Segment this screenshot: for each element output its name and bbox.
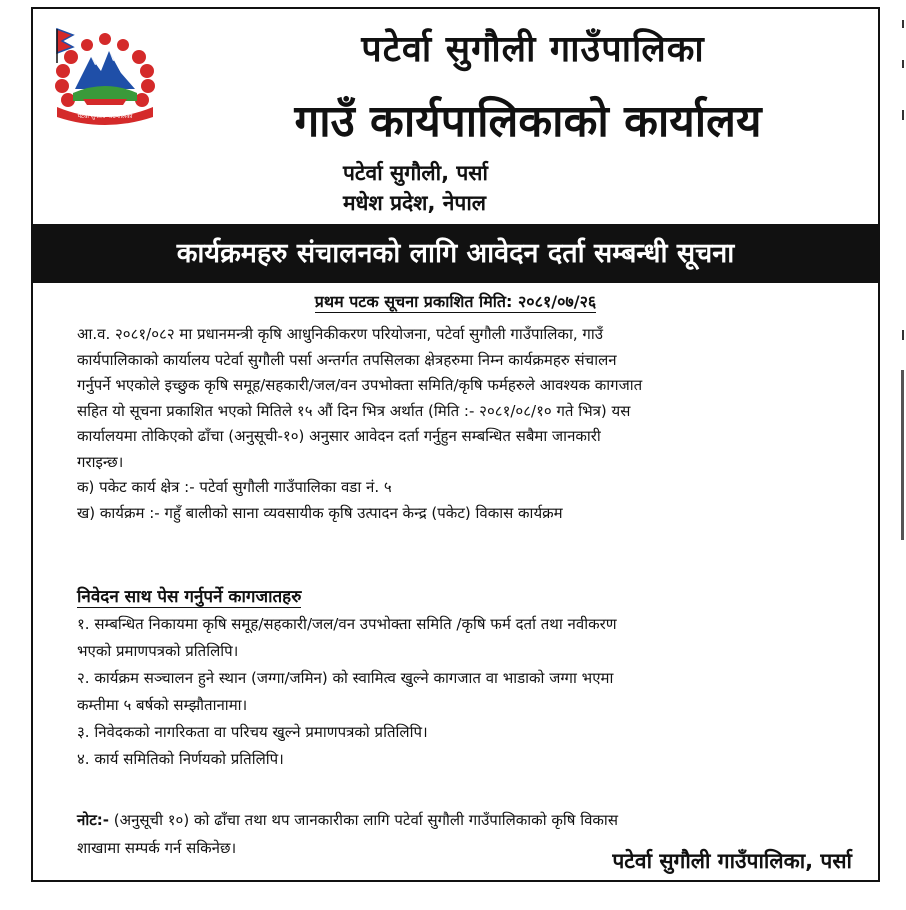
office-title: गाउँ कार्यपालिकाको कार्यालय: [294, 96, 762, 147]
svg-text:पटेर्वा सुगौली गाउँपालिका: पटेर्वा सुगौली गाउँपालिका: [77, 113, 133, 120]
list-item: १. सम्बन्धित निकायमा कृषि समूह/सहकारी/जल/वन उपभोक्ता समिति /कृषि फर्म दर्ता तथा नवीकरण: [77, 615, 617, 633]
municipality-title: पटेर्वा सुगौली गाउँपालिका: [361, 29, 705, 70]
pocket-area-line: क) पकेट कार्य क्षेत्र :- पटेर्वा सुगौली गाउँपालिका वडा नं. ५: [77, 478, 392, 496]
note-text: (अनुसूची १०) को ढाँचा तथा थप जानकारीका लागि पटेर्वा सुगौली गाउँपालिकाको कृषि विकास: [113, 811, 618, 829]
documents-heading: निवेदन साथ पेस गर्नुपर्ने कागजातहरु: [77, 587, 302, 607]
published-date: प्रथम पटक सूचना प्रकाशित मिति: २०८१/०७/२६: [314, 292, 597, 311]
notice-banner: कार्यक्रमहरु संचालनको लागि आवेदन दर्ता सम्बन्धी सूचना: [33, 224, 878, 283]
note-text: शाखामा सम्पर्क गर्न सकिनेछ।: [77, 839, 237, 857]
program-line: ख) कार्यक्रम :- गहुँ बालीको साना व्यवसायीक कृषि उत्पादन केन्द्र (पकेट) विकास कार्यक्रम: [77, 503, 563, 522]
notice-sheet: [31, 7, 880, 882]
list-item: कम्तीमा ५ बर्षको सम्झौतानामा।: [77, 696, 248, 714]
list-item: २. कार्यक्रम सञ्चालन हुने स्थान (जग्गा/जमिन) को स्वामित्व खुल्ने कागजात वा भाडाको जग्गा भएमा: [77, 669, 614, 687]
notice-body: [77, 322, 841, 526]
address-line-1: पटेर्वा सुगौली, पर्सा: [343, 161, 488, 185]
scan-edge-marks: [898, 0, 906, 910]
requirements-list: [77, 611, 843, 773]
body-line: गर्नुपर्ने भएकोले इच्छुक कृषि समूह/सहकारी/जल/वन उपभोक्ता समिति/कृषि फर्महरुले आवश्यक कागजात: [77, 376, 643, 394]
nepal-government-emblem-icon: [43, 23, 167, 129]
body-line: कार्यपालिकाको कार्यालय पटेर्वा सुगौली पर्सा अन्तर्गत तपसिलका क्षेत्रहरुमा निम्न कार्यक्रमहरु संचालन: [77, 350, 617, 369]
body-line: आ.व. २०८१/०८२ मा प्रधानमन्त्री कृषि आधुनिकीकरण परियोजना, पटेर्वा सुगौली गाउँपालिका, गाउँ: [77, 325, 603, 343]
note-label: नोट:-: [77, 811, 109, 829]
address-line-2: मधेश प्रदेश, नेपाल: [343, 191, 486, 215]
body-line: गराइन्छ।: [77, 452, 124, 471]
list-item: ४. कार्य समितिको निर्णयको प्रतिलिपि।: [77, 750, 284, 768]
list-item: भएको प्रमाणपत्रको प्रतिलिपि।: [77, 642, 239, 660]
body-line: सहित यो सूचना प्रकाशित भएको मितिले १५ औं दिन भित्र अर्थात (मिति :- २०८१/०८/१० गते भित्र) यस: [77, 401, 631, 420]
list-item: ३. निवेदकको नागरिकता वा परिचय खुल्ने प्रमाणपत्रको प्रतिलिपि।: [77, 723, 428, 741]
signature: पटेर्वा सुगौली गाउँपालिका, पर्सा: [612, 849, 852, 873]
body-line: कार्यालयमा तोकिएको ढाँचा (अनुसूची-१०) अनुसार आवेदन दर्ता गर्नुहुन सम्बन्धित सबैमा जानकारी: [77, 427, 601, 445]
